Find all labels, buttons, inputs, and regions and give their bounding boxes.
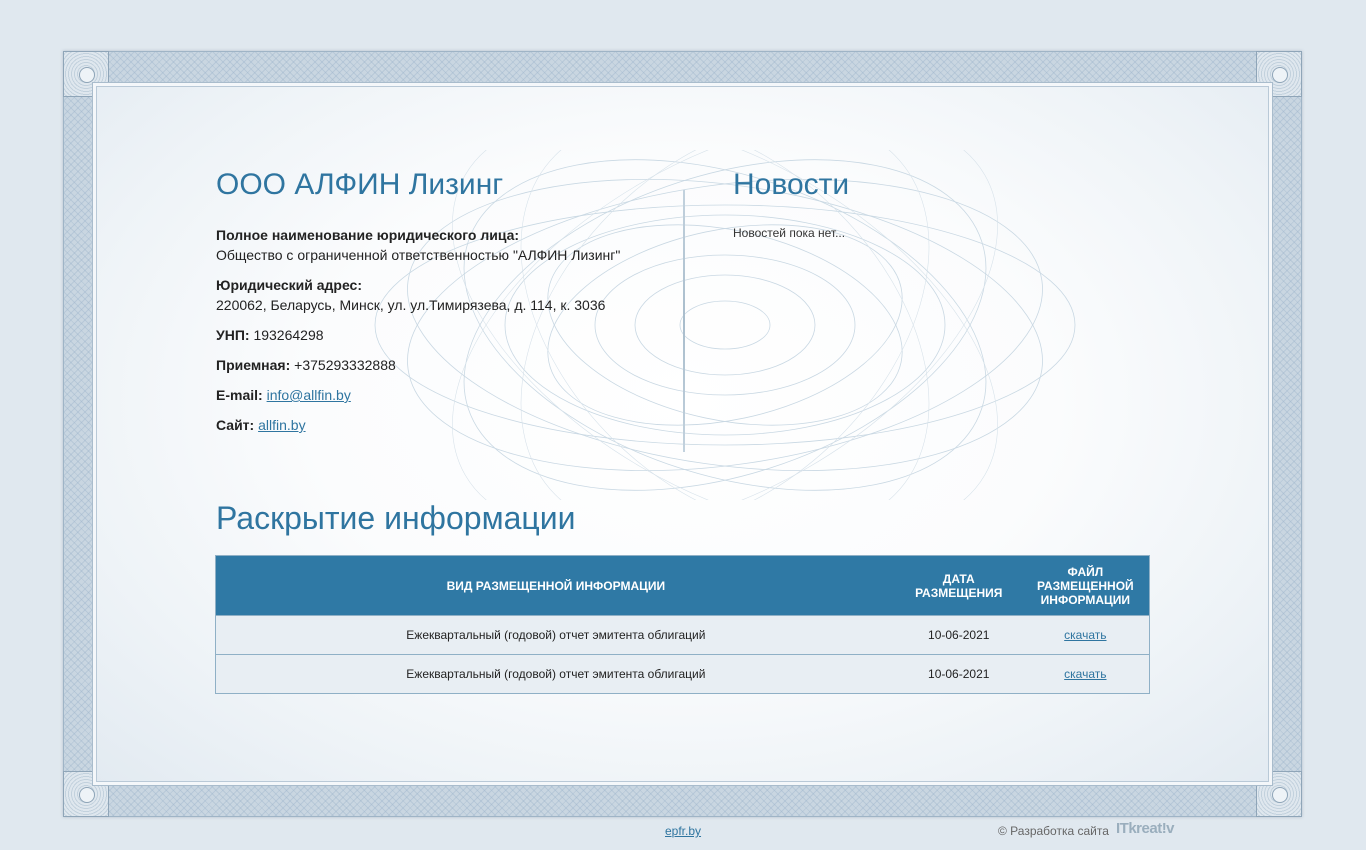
unp-value: 193264298 — [253, 327, 324, 343]
site-label: Сайт: — [216, 417, 255, 433]
column-header-date: ДАТА РАЗМЕЩЕНИЯ — [896, 556, 1022, 616]
full-name-label: Полное наименование юридического лица: — [216, 227, 520, 243]
company-info — [216, 225, 676, 445]
table-row — [216, 616, 1149, 655]
developer-logo[interactable]: ITkreat!v — [1116, 820, 1175, 837]
full-name-row — [216, 225, 676, 265]
table-header-row — [216, 556, 1149, 616]
row-file-cell — [1022, 616, 1149, 655]
address-value: 220062, Беларусь, Минск, ул. ул.Тимирязева, д. 114, к. 3036 — [216, 297, 606, 313]
disclosure-title: Раскрытие информации — [216, 500, 576, 536]
column-divider — [683, 190, 685, 452]
row-file-cell — [1022, 655, 1149, 694]
download-link[interactable]: скачать — [1064, 667, 1107, 681]
news-title: Новости — [733, 168, 850, 201]
unp-row — [216, 325, 676, 345]
row-type-cell: Ежеквартальный (годовой) отчет эмитента облигаций — [216, 655, 896, 694]
reception-value: +375293332888 — [294, 357, 396, 373]
site-link[interactable]: allfin.by — [258, 417, 306, 433]
company-title: ООО АЛФИН Лизинг — [216, 168, 504, 201]
email-link[interactable]: info@allfin.by — [266, 387, 351, 403]
reception-label: Приемная: — [216, 357, 291, 373]
address-label: Юридический адрес: — [216, 277, 362, 293]
footer-epfr-link[interactable]: epfr.by — [665, 824, 702, 838]
row-date-cell: 10-06-2021 — [896, 655, 1022, 694]
email-row — [216, 385, 676, 405]
reception-row — [216, 355, 676, 375]
row-date-cell: 10-06-2021 — [896, 616, 1022, 655]
column-header-file: ФАЙЛ РАЗМЕЩЕННОЙ ИНФОРМАЦИИ — [1022, 556, 1149, 616]
news-empty-text: Новостей пока нет... — [733, 226, 846, 240]
disclosure-table — [216, 556, 1149, 693]
row-type-cell: Ежеквартальный (годовой) отчет эмитента облигаций — [216, 616, 896, 655]
address-row — [216, 275, 676, 315]
full-name-value: Общество с ограниченной ответственностью "АЛФИН Лизинг" — [216, 247, 621, 263]
email-label: E-mail: — [216, 387, 263, 403]
table-row — [216, 655, 1149, 694]
column-header-type: ВИД РАЗМЕЩЕННОЙ ИНФОРМАЦИИ — [216, 556, 896, 616]
download-link[interactable]: скачать — [1064, 628, 1107, 642]
unp-label: УНП: — [216, 327, 250, 343]
site-row — [216, 415, 676, 435]
footer-developer-text: © Разработка сайта — [998, 824, 1109, 838]
